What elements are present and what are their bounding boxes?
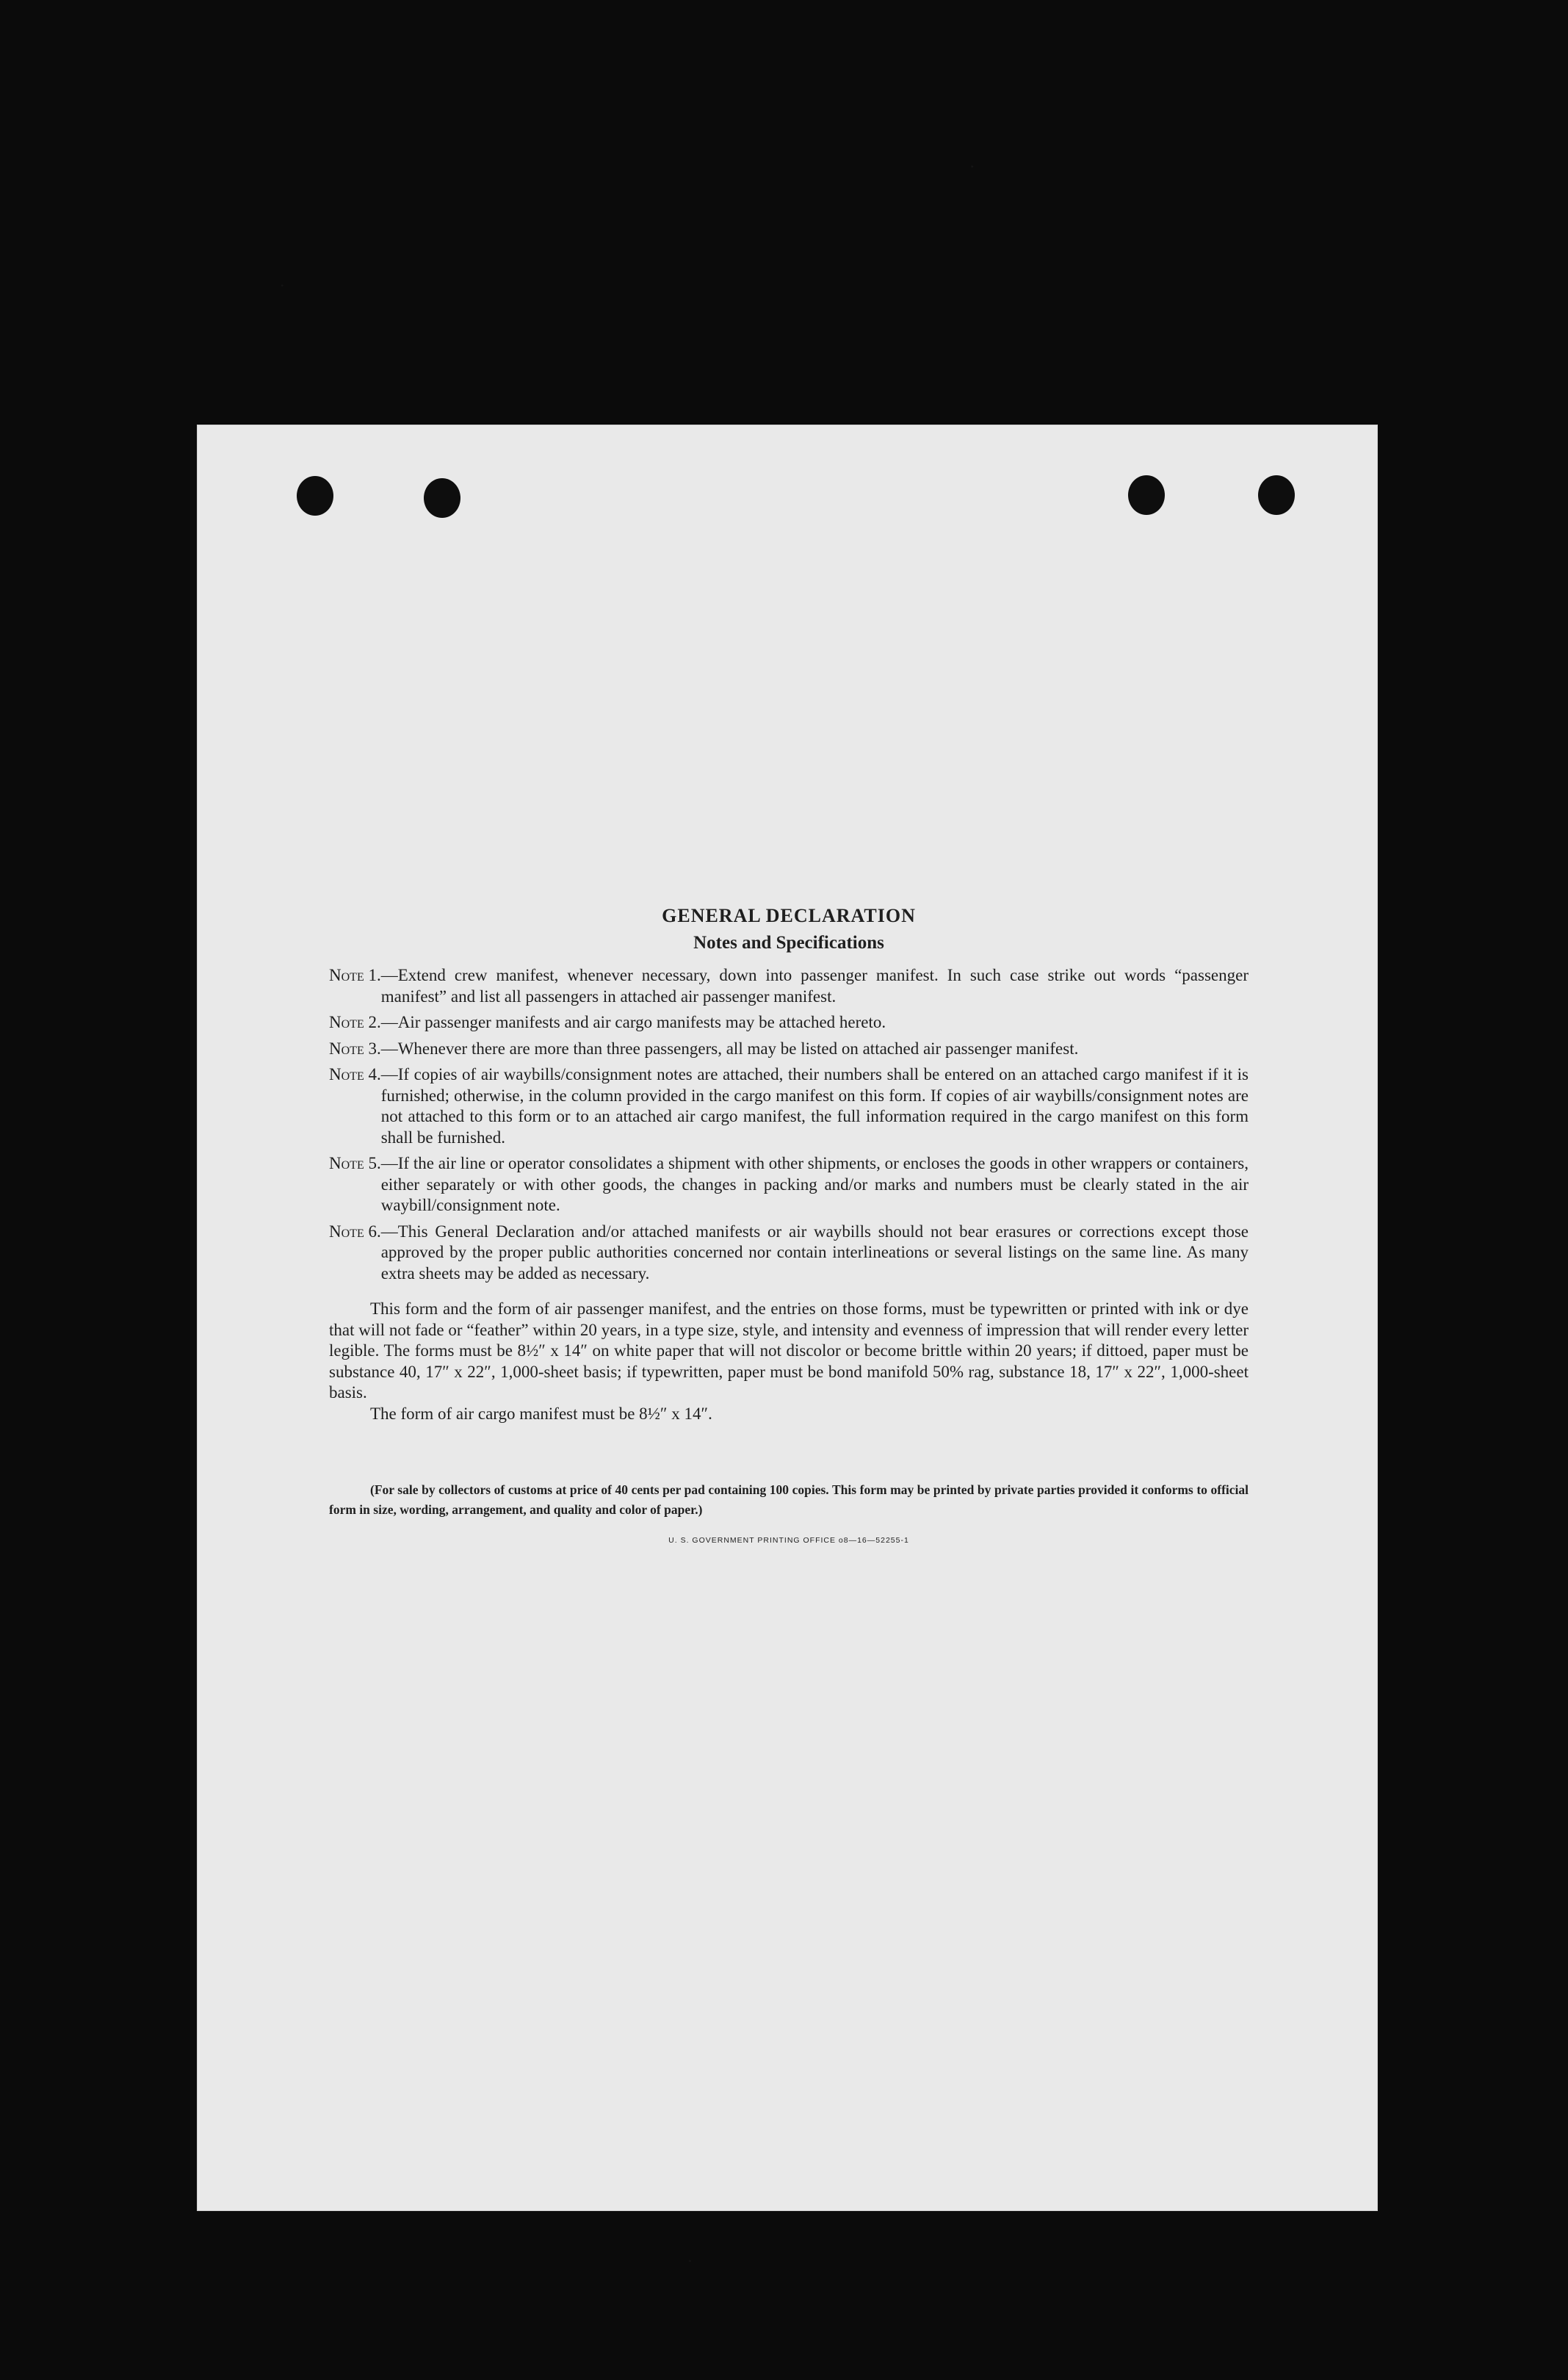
note-text: —Extend crew manifest, whenever necessary, down into passenger manifest. In such case strike out words “passenger manifest” and list all passengers in attached air passenger manifest. [380, 966, 1249, 1006]
note-label: Note 6. [329, 1222, 381, 1241]
punch-hole [1258, 475, 1295, 515]
notes-content [329, 904, 1249, 1545]
note-6 [329, 1222, 1249, 1285]
note-5 [329, 1153, 1249, 1216]
note-text: —Air passenger manifests and air cargo manifests may be attached hereto. [380, 1013, 886, 1031]
note-label: Note 4. [329, 1065, 381, 1083]
page-subtitle: Notes and Specifications [693, 933, 884, 953]
printer-line: U. S. GOVERNMENT PRINTING OFFICE o8—16—52255-1 [668, 1536, 909, 1545]
document-page [197, 425, 1378, 2211]
requirements-paragraph: This form and the form of air passenger manifest, and the entries on those forms, must be typewritten or printed with ink or dye that will not fade or “feather” within 20 years, in a type size, style, and intensity and evenness of impression that will render every letter legible. The forms must be 8½″ x 14″ on white paper that will not discolor or become brittle within 20 years; if dittoed, paper must be substance 40, 17″ x 22″, 1,000-sheet basis; if typewritten, paper must be bond manifold 50% rag, substance 18, 17″ x 22″, 1,000-sheet basis. [329, 1299, 1249, 1402]
note-text: —Whenever there are more than three passengers, all may be listed on attached air passenger manifest. [380, 1039, 1079, 1058]
page-title: GENERAL DECLARATION [662, 905, 916, 926]
note-text: —This General Declaration and/or attached manifests or air waybills should not bear erasures or corrections except those approved by the proper public authorities concerned nor contain interlineations or several listings on the same line. As many extra sheets may be added as necessary. [380, 1222, 1249, 1283]
note-2 [329, 1012, 1249, 1034]
sale-note: (For sale by collectors of customs at price of 40 cents per pad containing 100 copies. This form may be printed by private parties provided it conforms to official form in size, wording, arrangement, and quality and color of paper.) [329, 1482, 1249, 1517]
note-label: Note 3. [329, 1039, 381, 1058]
note-label: Note 1. [329, 966, 381, 984]
note-4 [329, 1064, 1249, 1148]
punch-hole [424, 478, 460, 518]
cargo-size-line: The form of air cargo manifest must be 8½″ x 14″. [370, 1404, 712, 1423]
note-label: Note 5. [329, 1154, 381, 1172]
note-3 [329, 1039, 1249, 1060]
punch-hole [297, 476, 333, 516]
note-text: —If the air line or operator consolidates a shipment with other shipments, or encloses the goods in other wrappers or containers, either separately or with other goods, the changes in packing and/or marks and numbers must be clearly stated in the air waybill/consignment note. [380, 1154, 1249, 1214]
note-label: Note 2. [329, 1013, 381, 1031]
note-text: —If copies of air waybills/consignment notes are attached, their numbers shall be entered on an attached cargo manifest if it is furnished; otherwise, in the column provided in the cargo manifest on this form. If copies of air waybills/consignment notes are not attached to this form or to an attached air cargo manifest, the full information required in the cargo manifest on this form shall be furnished. [380, 1065, 1249, 1147]
punch-hole [1128, 475, 1165, 515]
note-1 [329, 965, 1249, 1007]
